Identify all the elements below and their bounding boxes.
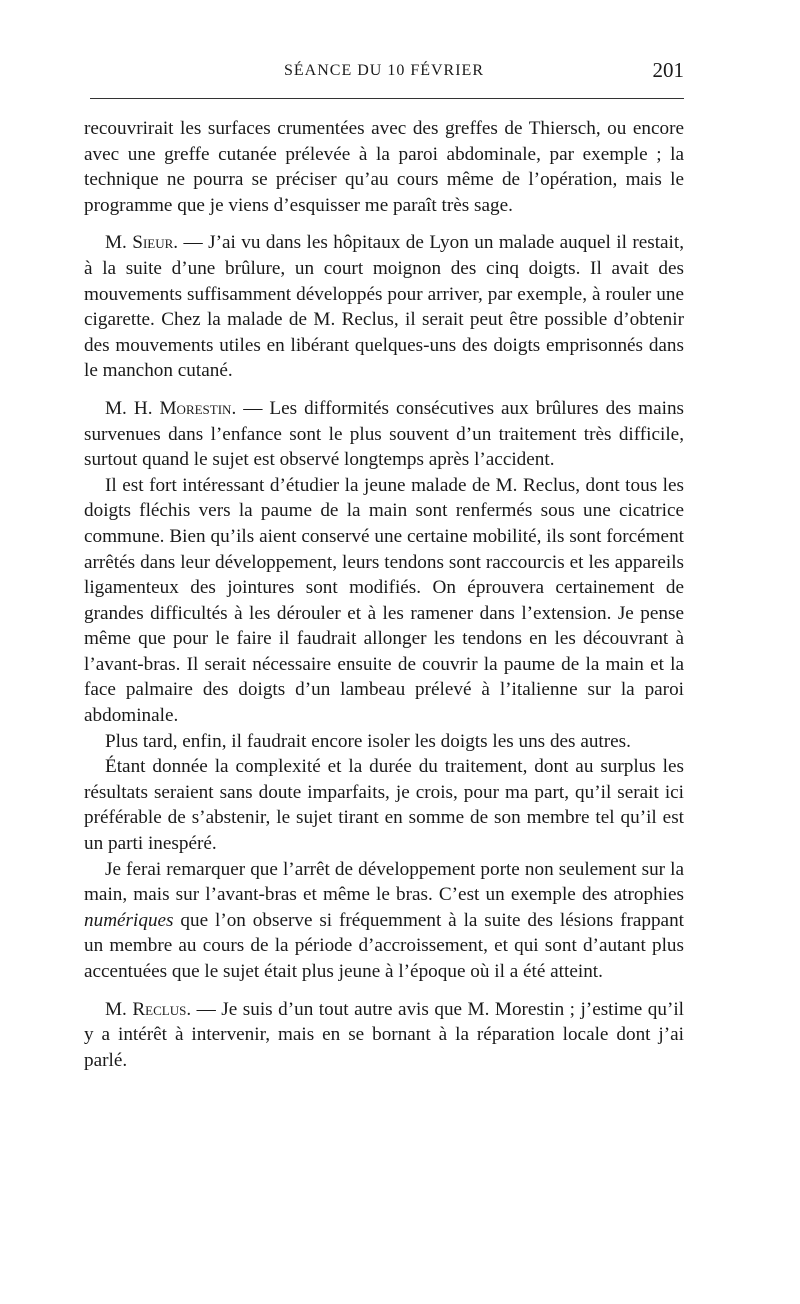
paragraph-continuation: recouvrirait les surfaces crumentées avec des greffes de Thiersch, ou encore avec une greffe cutanée prélevée à la paroi abdominale, par exemple ; la technique ne pourra se préciser qu’au cours même de l’opération, mais le programme que je viens d’esquisser me paraît très sage. — [84, 118, 684, 216]
body-text — [84, 116, 684, 1073]
paragraph: Plus tard, enfin, il faudrait encore isoler les doigts les uns des autres. — [105, 730, 631, 752]
paragraph-text: — Les difformités consécutives aux brûlures des mains survenues dans l’enfance sont le plus souvent d’un traitement très difficile, surtout quand le sujet est observé longtemps après l’accident. — [84, 397, 685, 471]
paragraph-reclus — [84, 997, 684, 1074]
speaker-prefix: M. — [105, 998, 133, 1020]
paragraph-morestin — [84, 396, 684, 473]
paragraph: Il est fort intéressant d’étudier la jeune malade de M. Reclus, dont tous les doigts fléchis vers la paume de la main sont renfermés sous une cicatrice commune. Bien qu’ils aient conservé une certaine mobilité, ils sont forcément arrêtés dans leur développement, leurs tendons sont raccourcis et les appareils ligamenteux des jointures sont modifiés. On éprouvera certainement de grandes difficultés à les dérouler et à les ramener dans l’extension. Je pense même que pour le faire il faudrait allonger les tendons en les découvrant à l’avant-bras. Il serait nécessaire ensuite de couvrir la paume de la main et la face palmaire des doigts d’un lambeau prélevé à l’italienne sur la paroi abdominale. — [84, 474, 684, 727]
paragraph-text: — Je suis d’un tout autre avis que M. Morestin ; j’estime qu’il y a intérêt à intervenir, mais en se bornant à la réparation locale dont j’ai parlé. — [84, 998, 685, 1071]
paragraph-text: — J’ai vu dans les hôpitaux de Lyon un malade auquel il restait, à la suite d’une brûlure, un court moignon des cinq doigts. Il avait des mouvements suffisamment développés pour arriver, par exemple, à rouler une cigarette. Chez la malade de M. Reclus, il serait peut être possible d’obtenir des mouvements utiles en libérant quelques-uns des doigts emprisonnés dans le manchon cutané. — [84, 232, 685, 382]
paragraph: Étant donnée la complexité et la durée du traitement, dont au surplus les résultats seraient sans doute imparfaits, je crois, pour ma part, qu’il serait ici préférable de s’abstenir, le sujet tirant en somme de son membre tel qu’il est un parti inespéré. — [84, 756, 684, 855]
speaker-name: Sieur. — [132, 232, 179, 254]
paragraph-text: que l’on observe si fréquemment à la suite des lésions frappant un membre au cours de la période d’accroissement, et qui sont d’autant plus accentuées que le sujet était plus jeune à l’époque où il a été atteint. — [84, 909, 684, 982]
page-number: 201 — [652, 58, 684, 82]
running-title: SÉANCE DU 10 FÉVRIER — [283, 62, 484, 79]
paragraph — [84, 857, 684, 985]
page-header — [84, 58, 684, 88]
speaker-prefix: M. — [105, 232, 133, 254]
paragraph-sieur — [84, 230, 684, 384]
speaker-prefix: M. H. — [105, 397, 160, 419]
speaker-name: Reclus. — [132, 998, 192, 1020]
italic-term: numériques — [84, 909, 174, 931]
speaker-name: Morestin. — [159, 397, 237, 419]
header-rule — [90, 98, 684, 99]
paragraph-text: Je ferai remarquer que l’arrêt de développement porte non seulement sur la main, mais sur l’avant-bras et même le bras. C’est un exemple des atrophies — [84, 858, 684, 906]
